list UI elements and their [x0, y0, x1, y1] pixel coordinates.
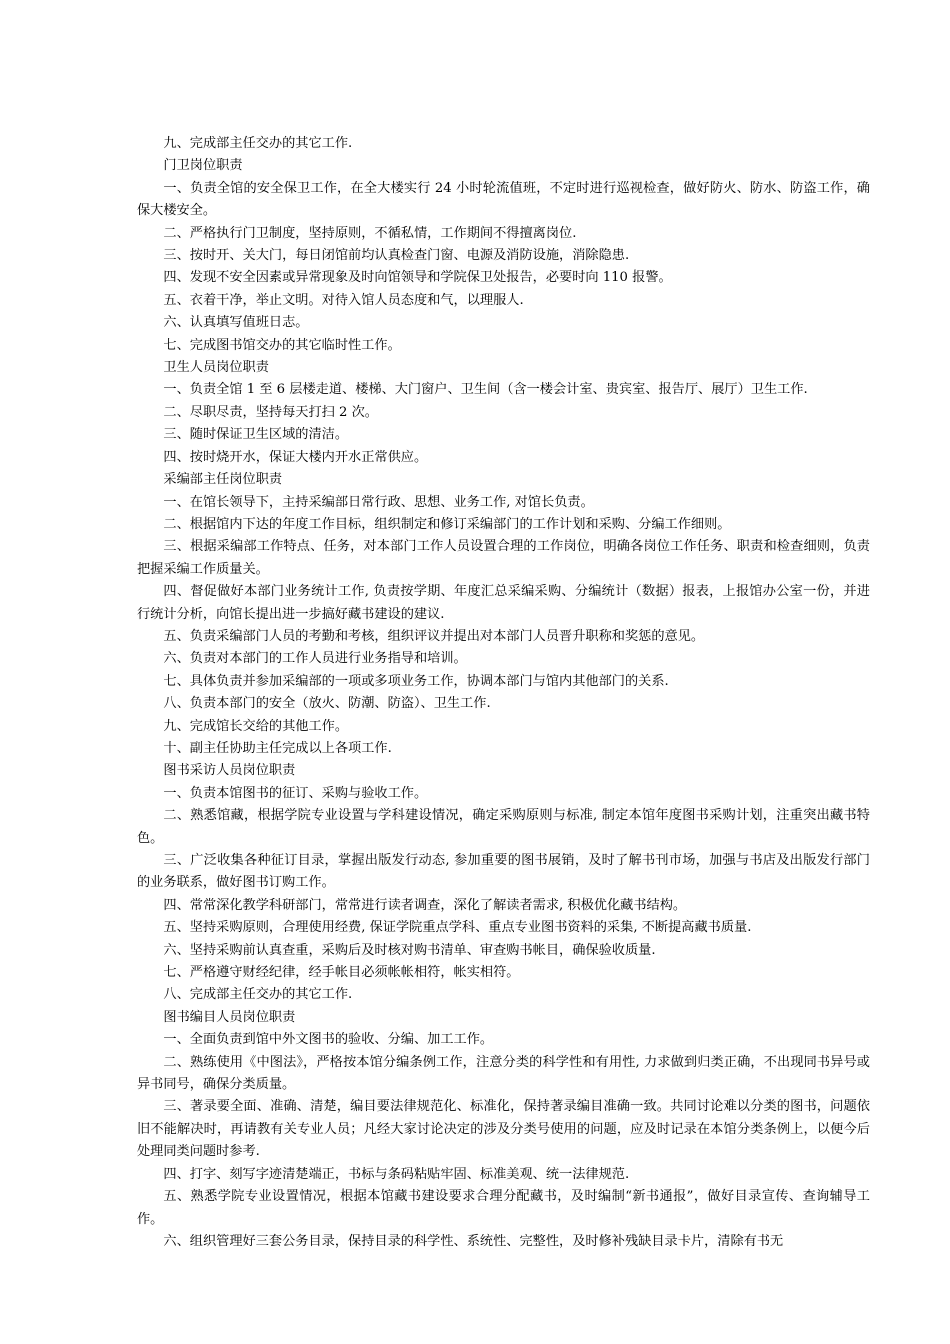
duty-paragraph: 四、打字、刻写字迹清楚端正，书标与条码粘贴牢固、标准美观、统一法律规范. — [163, 1166, 630, 1182]
duty-paragraph: 八、负责本部门的安全（放火、防潮、防盗）、卫生工作. — [163, 696, 491, 712]
duty-paragraph: 二、尽职尽责，坚持每天打扫 2 次。 — [163, 404, 378, 420]
duty-paragraph: 四、发现不安全因素或异常现象及时向馆领导和学院保卫处报告，必要时向 110 报警。 — [163, 270, 672, 286]
duty-paragraph: 六、组织管理好三套公务目录，保持目录的科学性、系统性、完整性，及时修补残缺目录卡片，清除有书无 — [163, 1233, 784, 1249]
duty-paragraph: 十、副主任协助主任完成以上各项工作. — [163, 740, 392, 756]
duty-paragraph: 三、广泛收集各种征订目录，掌握出版发行动态, 参加重要的图书展销，及时了解书刊市场，加强与书店及出版发行部门的业务联系，做好图书订购工作。 — [137, 853, 870, 891]
duty-paragraph: 六、认真填写值班日志。 — [163, 315, 309, 331]
duty-paragraph: 二、熟练使用《中图法》，严格按本馆分编条例工作，注意分类的科学性和有用性, 力求做到归类正确，不出现同书异号或异书同号，确保分类质量。 — [137, 1054, 870, 1093]
duty-paragraph: 五、熟悉学院专业设置情况，根据本馆藏书建设要求合理分配藏书，及时编制“新书通报”，做好目录宣传、查询辅导工作。 — [137, 1189, 870, 1227]
duty-paragraph: 一、负责本馆图书的征订、采购与验收工作。 — [163, 785, 428, 801]
duty-paragraph: 七、完成图书馆交办的其它临时性工作。 — [163, 337, 401, 353]
duty-paragraph: 二、严格执行门卫制度，坚持原则，不循私情，工作期间不得擅离岗位. — [163, 225, 577, 241]
duty-paragraph: 四、按时烧开水，保证大楼内开水正常供应。 — [163, 449, 428, 465]
duty-paragraph: 二、熟悉馆藏，根据学院专业设置与学科建设情况，确定采购原则与标准, 制定本馆年度图书采购计划，注重突出藏书特色。 — [137, 808, 870, 846]
duty-paragraph: 六、坚持采购前认真查重，采购后及时核对购书清单、审查购书帐目，确保验收质量. — [163, 942, 656, 958]
section-heading: 卫生人员岗位职责 — [163, 360, 269, 376]
duty-paragraph: 三、按时开、关大门，每日闭馆前均认真检查门窗、电源及消防设施，消除隐患. — [163, 248, 630, 264]
duty-paragraph: 一、负责全馆 1 至 6 层楼走道、楼梯、大门窗户、卫生间（含一楼会计室、贵宾室、报告厅、展厅）卫生工作. — [163, 382, 808, 398]
section-heading: 图书采访人员岗位职责 — [163, 763, 296, 779]
duty-paragraph: 三、根据采编部工作特点、任务，对本部门工作人员设置合理的工作岗位，明确各岗位工作任务、职责和检查细则，负责把握采编工作质量关。 — [137, 539, 870, 577]
duty-paragraph: 八、完成部主任交办的其它工作. — [163, 987, 353, 1003]
section-heading: 采编部主任岗位职责 — [163, 472, 283, 488]
duty-paragraph: 四、督促做好本部门业务统计工作, 负责按学期、年度汇总采编采购、分编统计（数据）报表，上报馆办公室一份，并进行统计分析，向馆长提出进一步搞好藏书建设的建议. — [137, 584, 870, 622]
document-body — [137, 133, 870, 1253]
duty-paragraph: 九、完成馆长交给的其他工作。 — [163, 718, 349, 734]
duty-paragraph: 九、完成部主任交办的其它工作. — [163, 136, 353, 151]
duty-paragraph: 一、负责全馆的安全保卫工作，在全大楼实行 24 小时轮流值班，不定时进行巡视检查，做好防火、防水、防盗工作，确保大楼安全。 — [137, 180, 870, 219]
duty-paragraph: 二、根据馆内下达的年度工作目标，组织制定和修订采编部门的工作计划和采购、分编工作细则。 — [163, 516, 731, 532]
duty-paragraph: 五、负责采编部门人员的考勤和考核，组织评议并提出对本部门人员晋升职称和奖惩的意见。 — [163, 628, 705, 644]
duty-paragraph: 七、具体负责并参加采编部的一项或多项业务工作，协调本部门与馆内其他部门的关系. — [163, 673, 669, 689]
duty-paragraph: 四、常常深化教学科研部门，常常进行读者调查，深化了解读者需求, 积极优化藏书结构。 — [163, 897, 687, 913]
duty-paragraph: 三、著录要全面、准确、清楚，编目要法律规范化、标准化，保持著录编目准确一致。共同讨论难以分类的图书，问题依旧不能解决时，再请教有关专业人员；凡经大家讨论决定的涉及分类号使用的问题，应及时记录在本馆分类条例上，以便今后处理同类问题时参考. — [137, 1099, 870, 1160]
duty-paragraph: 五、衣着干净，举止文明。对待入馆人员态度和气，以理服人. — [163, 292, 524, 308]
duty-paragraph: 一、在馆长领导下，主持采编部日常行政、思想、业务工作, 对馆长负责。 — [163, 494, 594, 510]
duty-paragraph: 七、严格遵守财经纪律，经手帐目必须帐帐相符，帐实相符。 — [163, 965, 520, 981]
duty-paragraph: 一、全面负责到馆中外文图书的验收、分编、加工工作。 — [163, 1032, 494, 1048]
section-heading: 图书编目人员岗位职责 — [163, 1009, 296, 1025]
duty-paragraph: 五、坚持采购原则，合理使用经费, 保证学院重点学科、重点专业图书资料的采集, 不断提高藏书质量. — [163, 920, 752, 936]
duty-paragraph: 六、负责对本部门的工作人员进行业务指导和培训。 — [163, 651, 467, 667]
duty-paragraph: 三、随时保证卫生区域的清洁。 — [163, 427, 349, 443]
section-heading: 门卫岗位职责 — [163, 158, 243, 174]
